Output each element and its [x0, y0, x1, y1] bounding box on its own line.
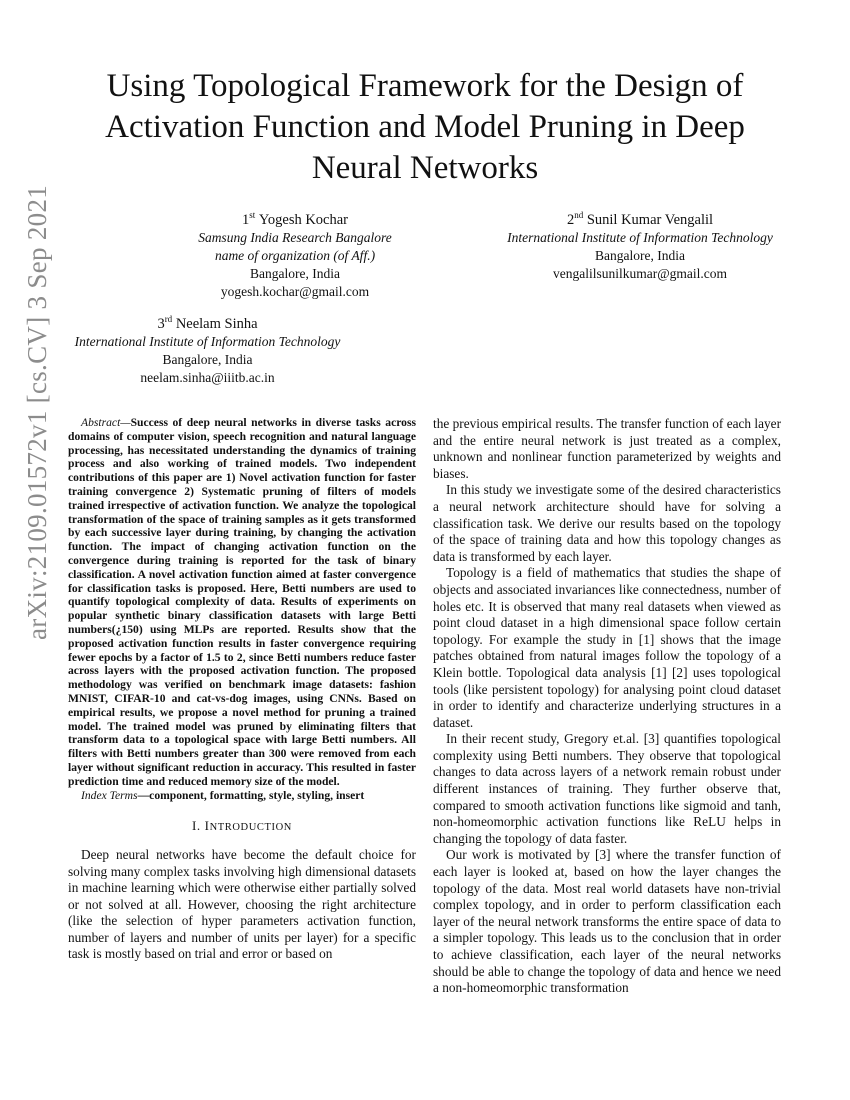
- paragraph: In this study we investigate some of the desired characteristics a neural network architecture should have for solving a classification task. We derive our results based on the topology of the space of training data and how this topology changes as data is transformed by each layer.: [433, 482, 781, 564]
- author-location: Bangalore, India: [250, 265, 340, 281]
- right-column: [433, 416, 781, 997]
- paragraph: In their recent study, Gregory et.al. [3] quantifies topological complexity using Betti numbers. They observe that topological changes to data across layers of a network remain robust under different instances of training. They further observe that, compared to smooth activation functions like sigmoid and tanh, non-homeomorphic activation functions like ReLU helps in changing the topology of data faster.: [433, 731, 781, 846]
- author-email: yogesh.kochar@gmail.com: [220, 283, 370, 299]
- index-terms: [68, 789, 416, 803]
- author-email: neelam.sinha@iiitb.ac.in: [140, 369, 275, 385]
- author-name: 3rd Neelam Sinha: [157, 314, 258, 332]
- author-block-1: [170, 206, 420, 301]
- author-name: 1st Yogesh Kochar: [241, 210, 349, 228]
- paragraph: Topology is a field of mathematics that studies the shape of objects and associated invariances like connectedness, number of holes etc. It is observed that many real datasets when viewed as point cloud dataset in a high dimensional space follow certain topology. For example the study in [1] shows that the image patches obtained from natural images follow the topology of a Klein bottle. Topological data analysis [1] [2] uses topological tools (like persistent topology) for analysing point cloud dataset in order to identify and characterize underlying structures in a dataset.: [433, 565, 781, 730]
- abstract: [68, 416, 416, 789]
- author-affiliation: Samsung India Research Bangalore: [198, 229, 392, 245]
- paper-title: Using Topological Framework for the Design of Activation Function and Model Pruning in Deep Neural Networks: [105, 68, 745, 186]
- paragraph: Deep neural networks have become the default choice for solving many complex tasks involving high dimensional datasets in machine learning which were otherwise either partially solved or not solved at all. However, choosing the right architecture (like the selection of hyper parameters activation function, number of layers and number of units per layer) for a specific task is mostly based on trial and error or based on: [68, 846, 416, 962]
- arxiv-stamp: [16, 184, 56, 640]
- abstract-text: Success of deep neural networks in diverse tasks across domains of computer vision, speech recognition and natural language processing, has necessitated understanding the dynamics of training process and also working of trained models. Two independent contributions of this paper are 1) Novel activation function for faster training convergence 2) Systematic pruning of filters of models trained irrespective of activation function. We analyze the topological transformation of the space of training samples as it gets transformed by each successive layer during training, by changing the activation function. The impact of changing activation function on the convergence during training is reported for the task of binary classification. A novel activation function aimed at faster convergence for classification tasks is proposed. Here, Betti numbers are used to quantify topological complexity of data. Results of experiments on popular synthetic binary classification datasets with large Betti numbers(¿150) using MLPs are reported. Results show that the proposed activation function results in faster convergence requiring fewer epochs by a factor of 1.5 to 2, since Betti numbers reduce faster across layers with the proposed activation function. The proposed methodology was verified on benchmark image datasets: fashion MNIST, CIFAR-10 and cat-vs-dog images, using CNNs. Based on empirical results, we propose a novel method for pruning a trained model. The trained model was pruned by eliminating filters that transform data to a topological space with large Betti numbers. All filters with Betti numbers greater than 300 were removed from each layer without significant reduction in accuracy. This resulted in faster prediction time and reduced memory size of the model.: [68, 416, 416, 788]
- author-block-2: [490, 206, 790, 283]
- index-terms-text: —component, formatting, style, styling, insert: [137, 788, 365, 802]
- author-email: vengalilsunilkumar@gmail.com: [552, 265, 728, 281]
- author-location: Bangalore, India: [162, 351, 253, 367]
- author-affiliation: International Institute of Information Technology: [507, 229, 773, 245]
- paragraph: the previous empirical results. The transfer function of each layer and the entire neural network is just treated as a complex, unknown and nonlinear function parameterized by weights and biases.: [433, 416, 781, 481]
- author-org-line: name of organization (of Aff.): [214, 247, 376, 263]
- paragraph: Our work is motivated by [3] where the transfer function of each layer is looked at, based on how the layer changes the topology of the data. Most real world datasets have non-trivial complex topology, and in order to perform classification each layer of the neural network transforms the entire space of data to a simpler topology. This leads us to the conclusion that in order to achieve classification, each layer of the neural networks should be able to change the topology of data and hence we need a non-homeomorphic transformation: [433, 847, 781, 996]
- arxiv-stamp-text: arXiv:2109.01572v1 [cs.CV] 3 Sep 2021: [22, 184, 52, 640]
- author-block-3: [60, 310, 355, 387]
- index-terms-label: Index Terms: [81, 788, 138, 802]
- author-affiliation: International Institute of Information Technology: [74, 333, 341, 349]
- author-name: 2nd Sunil Kumar Vengalil: [566, 210, 714, 228]
- section-heading-introduction: I. INTRODUCTION: [191, 818, 292, 834]
- author-location: Bangalore, India: [595, 247, 685, 263]
- abstract-label: Abstract—: [81, 416, 131, 429]
- left-column: [68, 416, 416, 963]
